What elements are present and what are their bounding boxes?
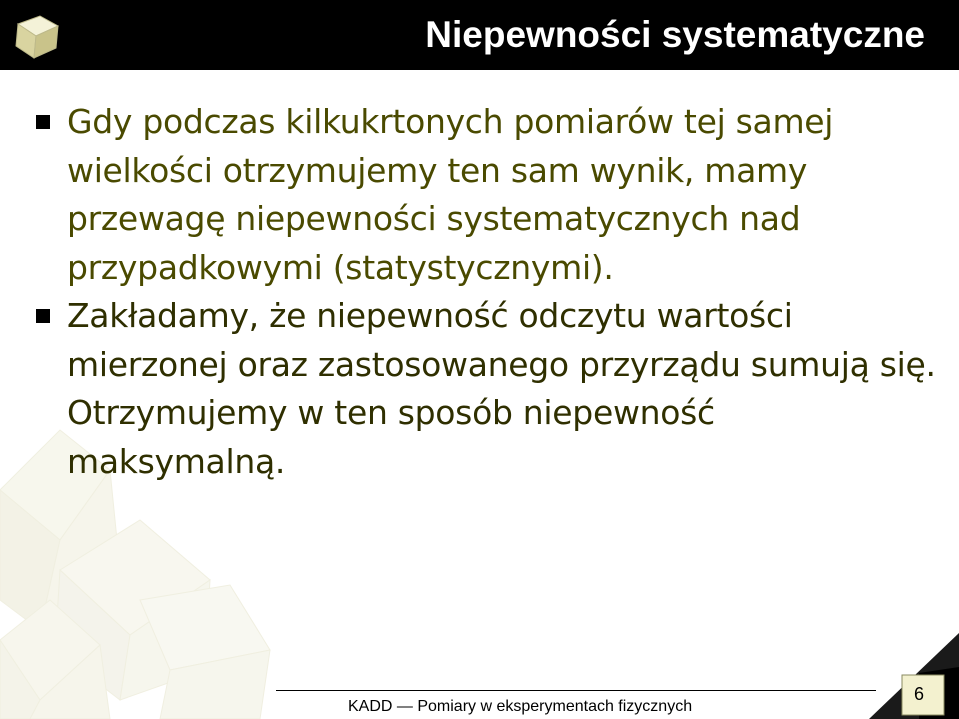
cube-icon — [10, 6, 66, 62]
bullet-text: Gdy podczas kilkukrtonych pomiarów tej samej wielkości otrzymujemy ten sam wynik, mamy przewagę niepewności systematycznych nad przypadkowymi (statystycznymi). — [67, 102, 834, 287]
square-bullet-icon — [36, 115, 50, 129]
page-number: 6 — [913, 684, 924, 704]
square-bullet-icon — [36, 309, 50, 323]
slide-title: Niepewności systematyczne — [425, 14, 925, 55]
footer-text: KADD — Pomiary w eksperymentach fizycznych — [348, 698, 693, 715]
bullet-list — [36, 98, 936, 486]
footer-divider — [276, 690, 876, 691]
bullet-item — [36, 292, 936, 486]
page-corner-icon — [869, 633, 959, 719]
bullet-item — [36, 98, 936, 292]
header-bar — [0, 0, 959, 70]
bullet-text: Zakładamy, że niepewność odczytu wartości mierzonej oraz zastosowanego przyrządu sumują się. Otrzymujemy w ten sposób niepewność maksymalną. — [67, 296, 936, 481]
